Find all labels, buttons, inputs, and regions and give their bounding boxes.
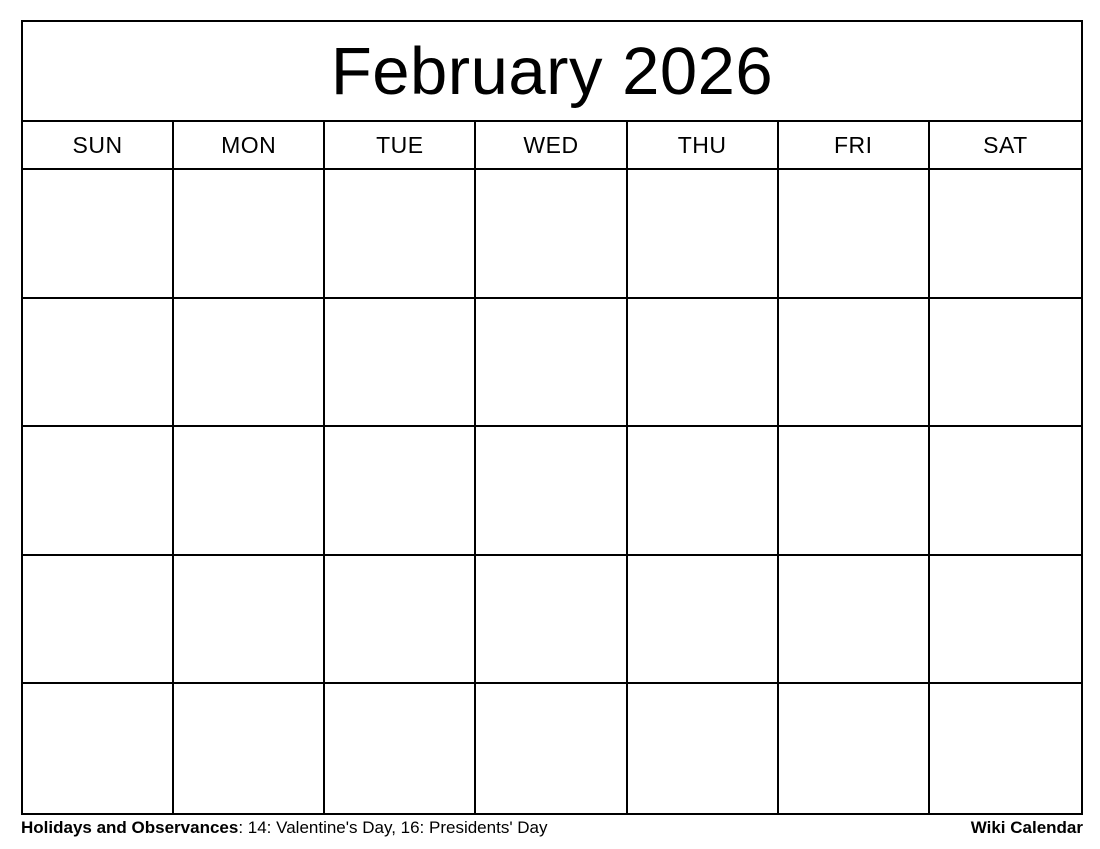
- day-cell: [23, 427, 174, 556]
- day-cell: [779, 684, 930, 813]
- day-cell: [930, 684, 1081, 813]
- day-cell: [930, 170, 1081, 299]
- day-cell: [628, 427, 779, 556]
- day-cell: [174, 170, 325, 299]
- day-cell: [779, 170, 930, 299]
- day-cell: [628, 170, 779, 299]
- day-cell: [476, 170, 627, 299]
- day-cell: [325, 170, 476, 299]
- day-cell: [174, 684, 325, 813]
- day-cell: [628, 299, 779, 428]
- calendar-body: [23, 170, 1081, 813]
- day-cell: [23, 556, 174, 685]
- day-cell: [779, 299, 930, 428]
- day-cell: [174, 427, 325, 556]
- day-cell: [174, 299, 325, 428]
- day-cell: [325, 427, 476, 556]
- day-cell: [23, 684, 174, 813]
- day-cell: [930, 427, 1081, 556]
- day-cell: [779, 556, 930, 685]
- day-cell: [23, 170, 174, 299]
- brand-label: Wiki Calendar: [970, 818, 1083, 837]
- day-cell: [930, 556, 1081, 685]
- holidays-list: : 14: Valentine's Day, 16: Presidents' Day: [238, 818, 548, 837]
- day-cell: [628, 684, 779, 813]
- holidays-label: Holidays and Observances: [21, 818, 239, 837]
- footer: [21, 817, 1083, 839]
- day-cell: [23, 299, 174, 428]
- day-cell: [930, 299, 1081, 428]
- weekday-header-wed: WED: [476, 122, 627, 168]
- calendar-frame: [21, 20, 1083, 815]
- day-cell: [174, 556, 325, 685]
- day-cell: [476, 556, 627, 685]
- holidays-note: [21, 817, 548, 839]
- weekday-header-tue: TUE: [325, 122, 476, 168]
- weekday-header-thu: THU: [628, 122, 779, 168]
- calendar-title: February 2026: [330, 33, 774, 109]
- weekday-header-row: [23, 122, 1081, 170]
- day-cell: [325, 684, 476, 813]
- day-cell: [779, 427, 930, 556]
- day-cell: [325, 556, 476, 685]
- weekday-header-mon: MON: [174, 122, 325, 168]
- weekday-header-fri: FRI: [779, 122, 930, 168]
- day-cell: [476, 684, 627, 813]
- day-cell: [325, 299, 476, 428]
- weekday-header-sat: SAT: [983, 131, 1028, 158]
- weekday-header-sun: SUN: [23, 122, 174, 168]
- day-cell: [628, 556, 779, 685]
- calendar-title-row: [23, 22, 1081, 122]
- day-cell: [476, 299, 627, 428]
- day-cell: [476, 427, 627, 556]
